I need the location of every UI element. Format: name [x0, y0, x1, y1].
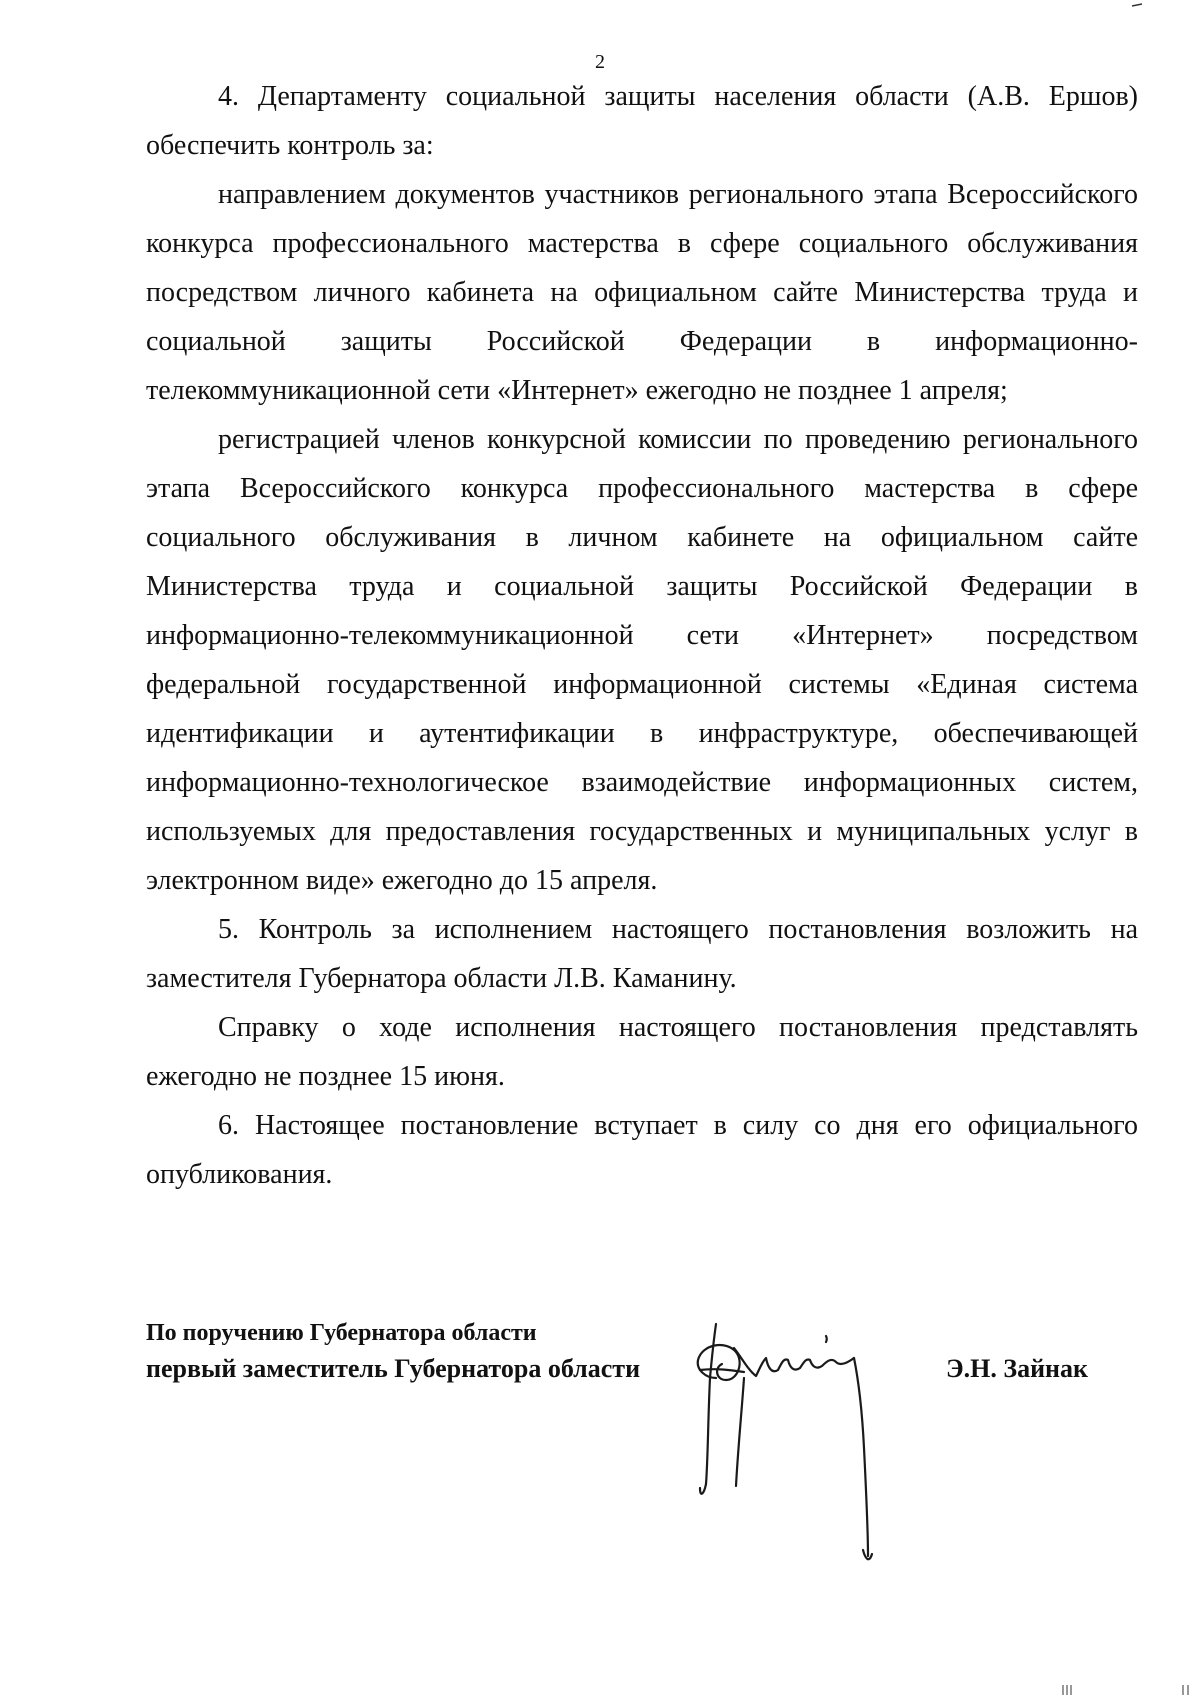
paragraph-documents-submission: направлением документов участников регионального этапа Всероссийского конкурса профессионального мастерства в сфере социального обслуживания посредством личного кабинета на официальном сайте Министерства труда и социальной защиты Российской Федерации в информационно-телекоммуникационной сети «Интернет» ежегодно не позднее 1 апреля;: [146, 179, 1138, 406]
paragraph-report: Справку о ходе исполнения настоящего постановления представлять ежегодно не позднее 15 июня.: [146, 1012, 1138, 1092]
scan-artifact-mark: [1060, 1683, 1074, 1697]
handwritten-signature: [686, 1318, 946, 1568]
signature-block: [146, 1318, 1146, 1618]
signatory-name: Э.Н. Зайнак: [946, 1354, 1089, 1383]
signatory-authority: По поручению Губернатора области: [146, 1320, 537, 1346]
page-number: 2: [595, 51, 605, 73]
document-body: [146, 72, 1138, 1199]
signatory-position: первый заместитель Губернатора области: [146, 1354, 641, 1383]
paragraph-item-6: 6. Настоящее постановление вступает в силу со дня его официального опубликования.: [146, 1110, 1138, 1190]
paragraph-commission-registration: регистрацией членов конкурсной комиссии по проведению регионального этапа Всероссийского конкурса профессионального мастерства в сфере социального обслуживания в личном кабинете на официальном сайте Министерства труда и социальной защиты Российской Федерации в информационно-телекоммуникационной сети «Интернет» посредством федеральной государственной информационной системы «Единая система идентификации и аутентификации в инфраструктуре, обеспечивающей информационно-технологическое взаимодействие информационных систем, используемых для предоставления государственных и муниципальных услуг в электронном виде» ежегодно до 15 апреля.: [146, 424, 1138, 896]
paragraph-item-5: 5. Контроль за исполнением настоящего постановления возложить на заместителя Губернатора области Л.В. Каманину.: [146, 914, 1138, 994]
scan-artifact-mark: [1130, 0, 1144, 14]
scan-artifact-mark: [1180, 1683, 1194, 1697]
paragraph-item-4: 4. Департаменту социальной защиты населения области (А.В. Ершов) обеспечить контроль за:: [146, 81, 1138, 161]
